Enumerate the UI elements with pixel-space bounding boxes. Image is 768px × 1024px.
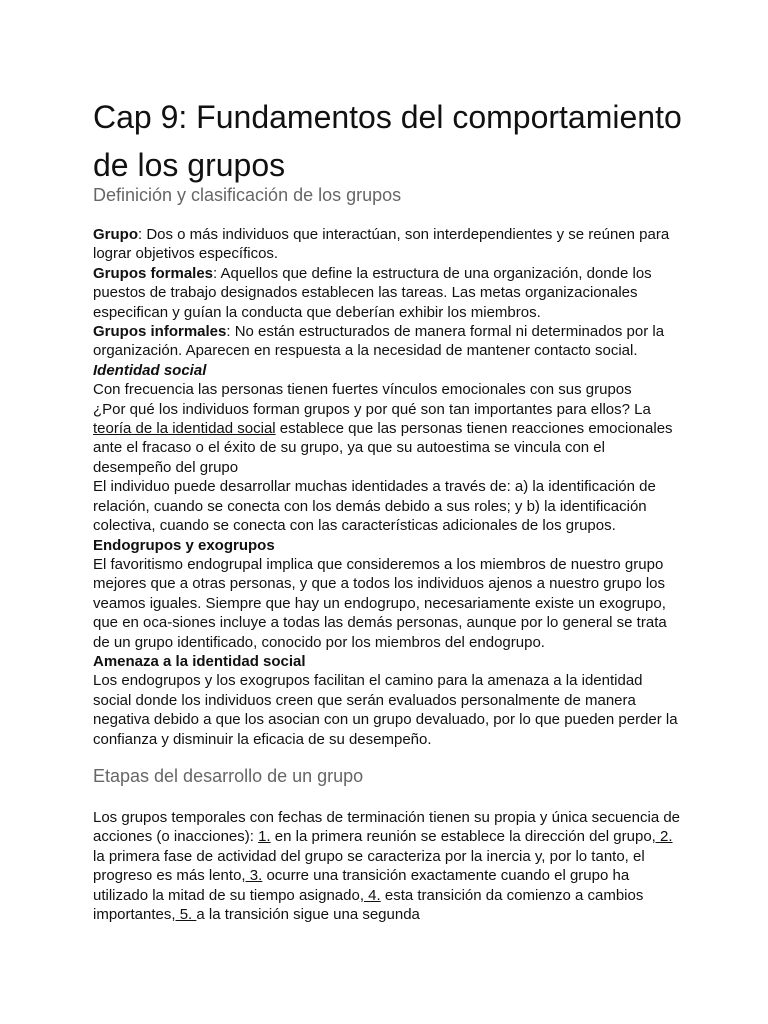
list-number-3: , 3. xyxy=(241,867,263,885)
list-number-2: , 2. xyxy=(651,828,673,846)
paragraph-endogrupos: El favoritismo endogrupal implica que consideremos a los miembros de nuestro grupo mejores que a otras personas, y que a todos los individuos ajenos a nuestro grupo los veamos iguales. Siempre que hay un endogrupo, necesariamente existe un exogrupo, que en oca-siones incluye a todas las demás personas, aunque por lo general se trata de un grupo identificado, conocido por los miembros del endogrupo. xyxy=(93,555,667,651)
paragraph-etapas xyxy=(93,808,683,924)
paragraph-identidad-3: El individuo puede desarrollar muchas identidades a través de: a) la identificación de relación, cuando se conecta con los demás debido a sus roles; y b) la identificación colectiva, cuando se conecta con las características adicionales de los grupos. xyxy=(93,478,656,535)
definition-grupo: : Dos o más individuos que interactúan, son interdependientes y se reúnen para lograr objetivos específicos. xyxy=(93,226,670,263)
definition-grupos-formales: : Aquellos que define la estructura de una organización, donde los puestos de trabajo designados establecen las tareas. Las metas organizacionales especifican y guían la conducta que deberían exhibir los miembros. xyxy=(93,264,652,321)
text-span: en la primera reunión se establece la dirección del grupo xyxy=(270,828,652,846)
section-heading-etapas: Etapas del desarrollo de un grupo xyxy=(93,766,364,786)
section-body-etapas xyxy=(93,808,683,924)
subheading-endogrupos xyxy=(93,536,683,555)
text-span: esta transición da comienzo a cambios importantes xyxy=(93,886,644,924)
paragraph-identidad-1: Con frecuencia las personas tienen fuertes vínculos emocionales con sus grupos xyxy=(93,381,632,399)
text-span: ocurre una transición exactamente cuando el grupo ha utilizado la mitad de su tiempo asignado xyxy=(93,867,630,904)
subheading-amenaza-text: Amenaza a la identidad social xyxy=(93,652,306,670)
paragraph-grupos-informales xyxy=(93,322,683,361)
term-grupo: Grupo xyxy=(93,226,138,243)
text-span: Los grupos temporales con fechas de terminación tienen su propia y única secuencia de acciones (o inacciones): xyxy=(93,809,681,846)
text-span: la primera fase de actividad del grupo se caracteriza por la inercia y, por lo tanto, el progreso es más lento xyxy=(93,847,645,885)
subheading-endogrupos-text: Endogrupos y exogrupos xyxy=(93,536,275,554)
link-teoria-identidad-social[interactable]: teoría de la identidad social xyxy=(93,420,276,438)
text-span: ¿Por qué los individuos forman grupos y por qué son tan importantes para ellos? La xyxy=(93,400,651,418)
term-grupos-informales: Grupos informales xyxy=(93,323,227,341)
paragraph-amenaza: Los endogrupos y los exogrupos facilitan el camino para la amenaza a la identidad social donde los individuos creen que serán evaluados personalmente de manera negativa debido a que los asocian con un grupo devaluado, por lo que pueden perder la confianza y disminuir la eficacia de su desempeño. xyxy=(93,672,678,748)
list-number-1: 1. xyxy=(258,828,271,846)
paragraph-identidad-2 xyxy=(93,400,683,478)
subheading-identidad-social: Identidad social xyxy=(93,361,207,379)
text-span: establece que las personas tienen reacciones emocionales ante el fracaso o el éxito de su grupo, ya que su autoestima se vincula con el desempeño del grupo xyxy=(93,420,673,476)
paragraph-grupo xyxy=(93,225,683,264)
definition-grupos-informales: : No están estructurados de manera formal ni determinados por la organización. Aparecen en respuesta a la necesidad de mantener contacto social. xyxy=(93,323,665,360)
list-number-4: , 4. xyxy=(359,886,381,904)
list-number-5: , 5. xyxy=(171,906,197,924)
document-title: Cap 9: Fundamentos del comportamiento de los grupos xyxy=(93,99,682,183)
text-span: a la transición sigue una segunda xyxy=(196,906,420,924)
section-heading-definicion: Definición y clasificación de los grupos xyxy=(93,185,402,205)
paragraph-grupos-formales xyxy=(93,264,683,322)
term-grupos-formales: Grupos formales xyxy=(93,264,214,282)
subheading-amenaza xyxy=(93,652,683,671)
section-body-definicion xyxy=(93,225,683,749)
